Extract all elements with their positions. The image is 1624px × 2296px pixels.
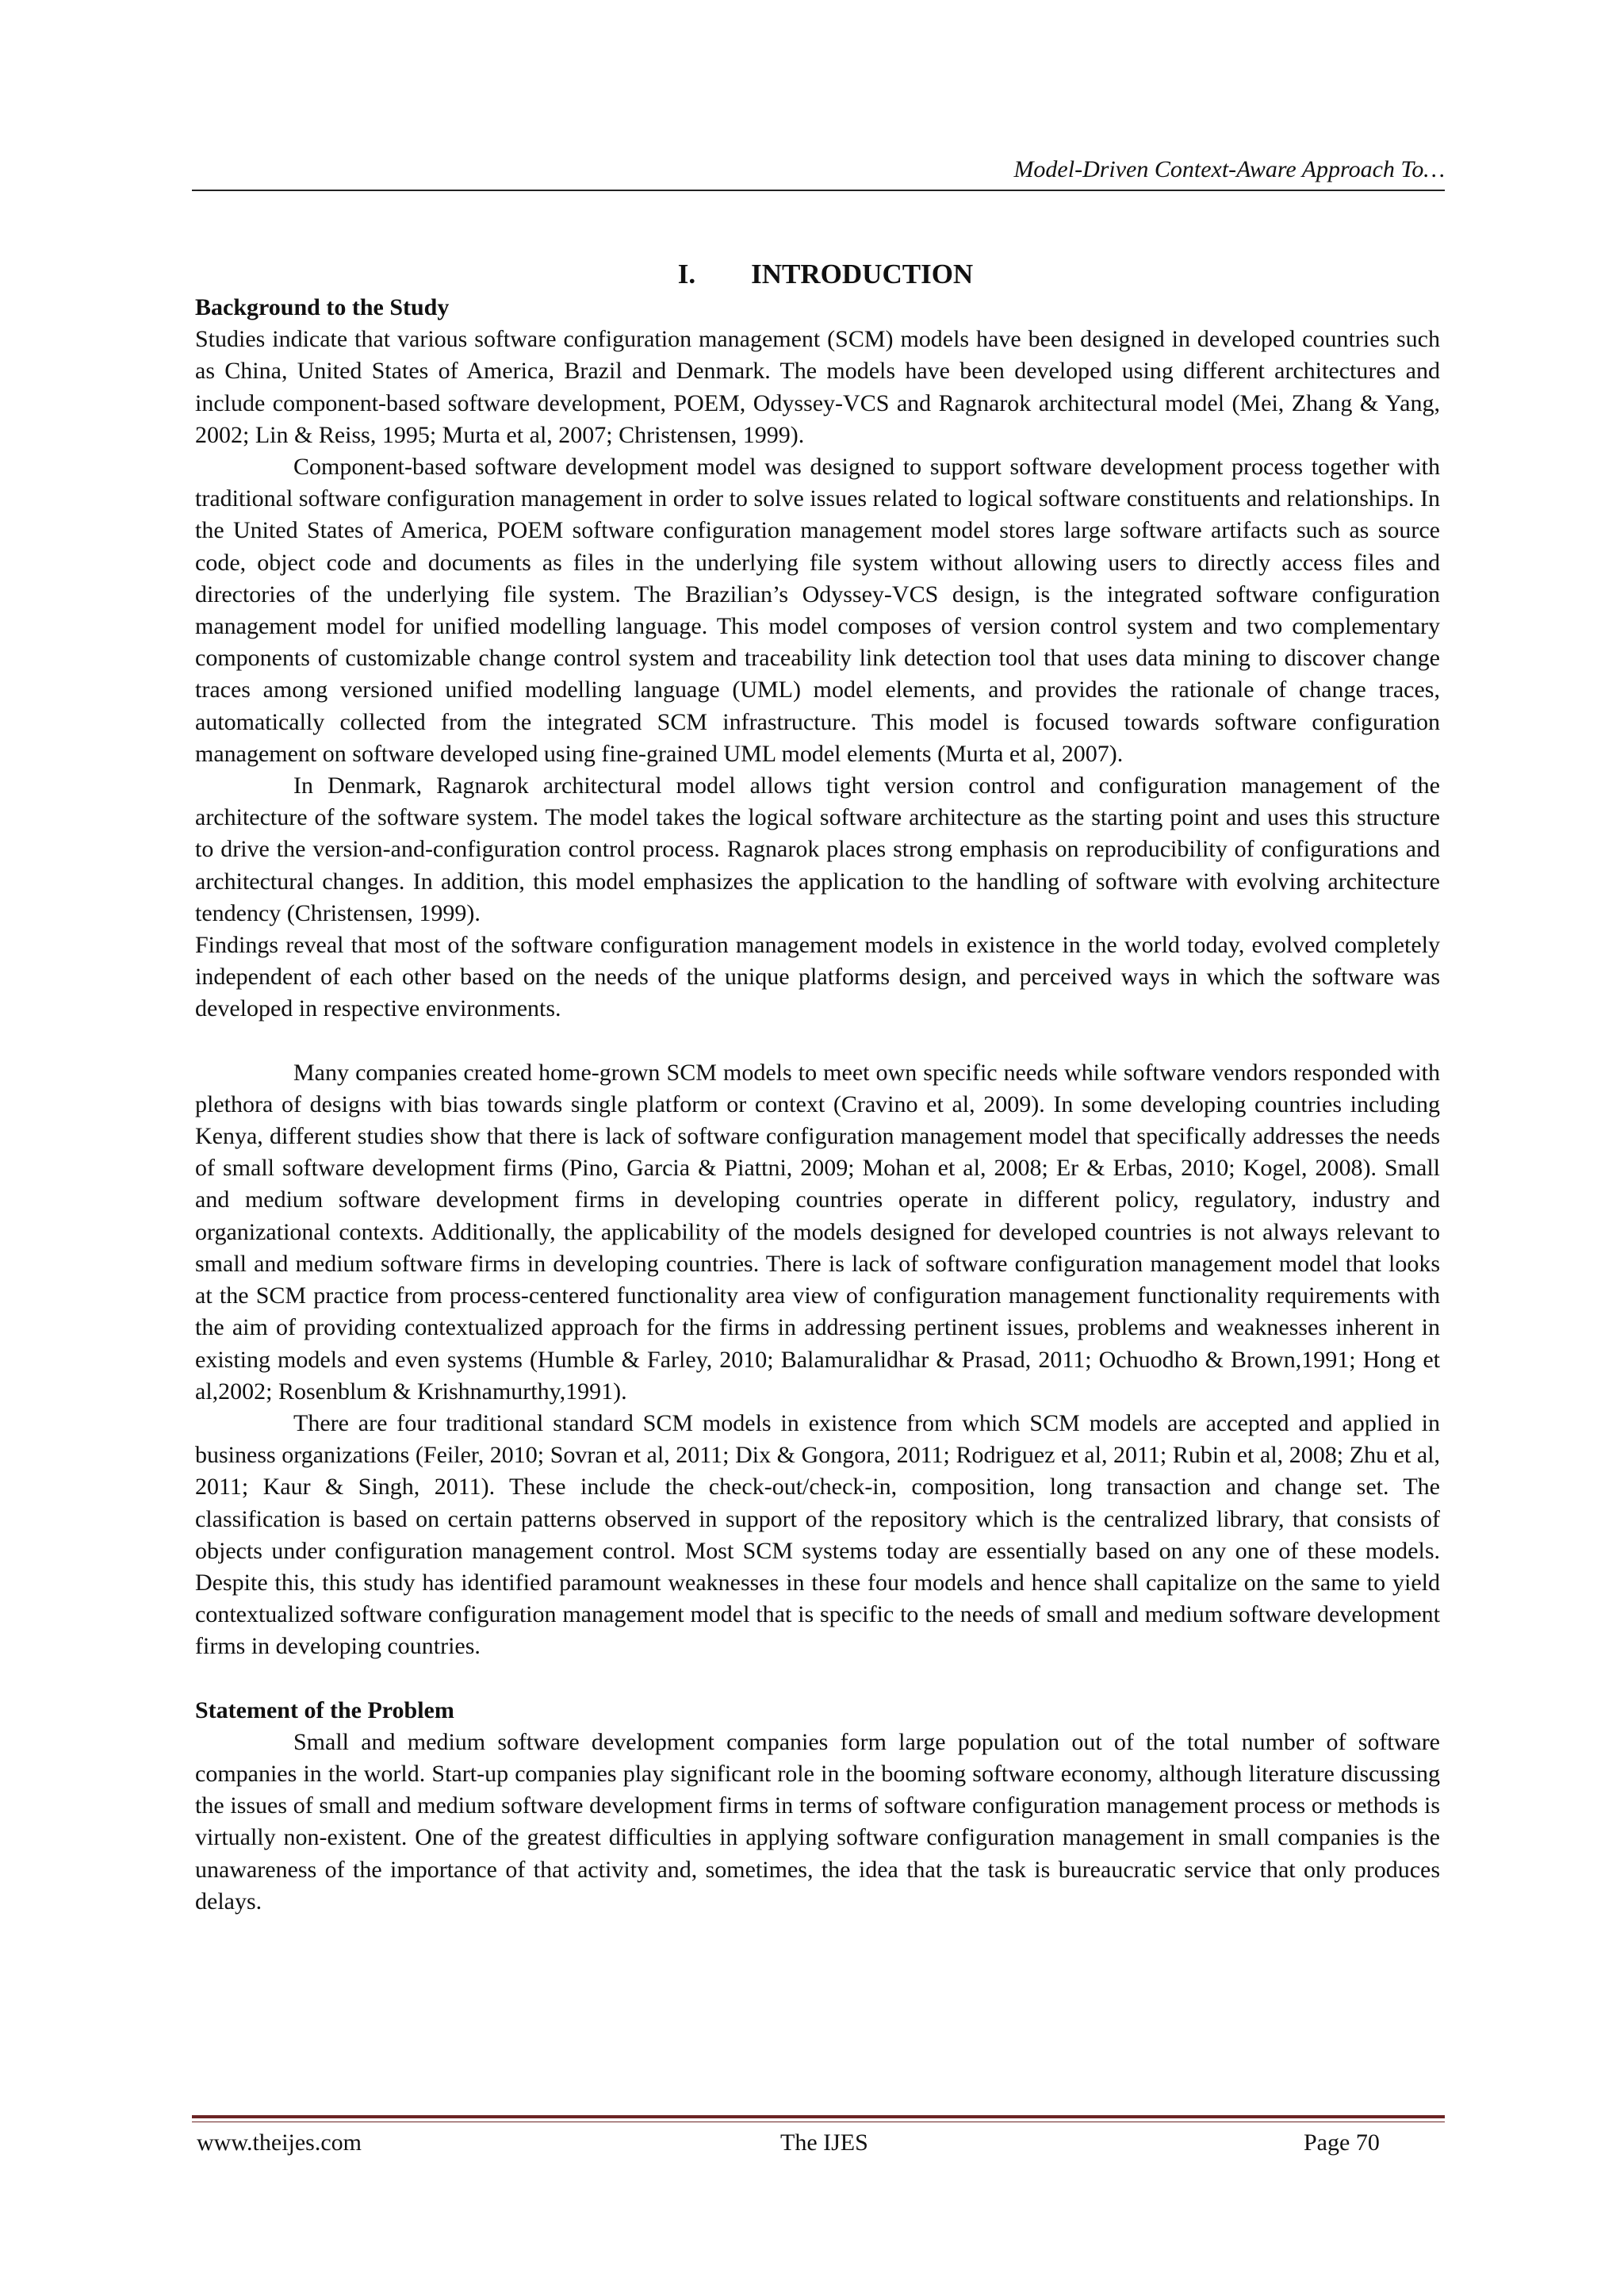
- background-paragraph-6: There are four traditional standard SCM models in existence from which SCM models are accepted and applied in business organizations (Feiler, 2010; Sovran et al, 2011; Dix & Gongora, 2011; Rodriguez et al, 2011; Rubin et al, 2008; Zhu et al, 2011; Kaur & Singh, 2011). These include the check-out/check-in, composition, long transaction and change set. The classification is based on certain patterns observed in support of the repository which is the centralized library, that consists of objects under configuration management control. Most SCM systems today are essentially based on any one of these models. Despite this, this study has identified paramount weaknesses in these four models and hence shall capitalize on the same to yield contextualized software configuration management model that is specific to the needs of small and medium software development firms in developing countries.: [195, 1409, 1440, 1660]
- paragraph-gap: [195, 1663, 1440, 1695]
- footer-rule-thick: [192, 2115, 1445, 2118]
- problem-heading: Statement of the Problem: [195, 1696, 454, 1723]
- footer-website: www.theijes.com: [197, 2129, 362, 2156]
- paragraph-gap: [195, 1025, 1440, 1057]
- background-paragraph-2: Component-based software development model was designed to support software development process together with traditional software configuration management in order to solve issues related to logical software constituents and relationships. In the United States of America, POEM software configuration management model stores large software artifacts such as source code, object code and documents as files in the underlying file system without allowing users to directly access files and directories of the underlying file system. The Brazilian’s Odyssey-VCS design, is the integrated software configuration management model for unified modelling language. This model composes of version control system and two complementary components of customizable change control system and traceability link detection tool that uses data mining to discover change traces among versioned unified modelling language (UML) model elements, and provides the rationale of change traces, automatically collected from the integrated SCM infrastructure. This model is focused towards software configuration management on software developed using fine-grained UML model elements (Murta et al, 2007).: [195, 454, 1440, 767]
- header-rule: [192, 190, 1445, 191]
- running-header: Model-Driven Context-Aware Approach To…: [1013, 156, 1445, 182]
- background-paragraph-1: Studies indicate that various software configuration management (SCM) models have been designed in developed countries such as China, United States of America, Brazil and Denmark. The models have been developed using different architectures and include component-based software development, POEM, Odyssey-VCS and Ragnarok architectural model (Mei, Zhang & Yang, 2002; Lin & Reiss, 1995; Murta et al, 2007; Christensen, 1999).: [195, 326, 1440, 448]
- footer-page-number: Page 70: [1304, 2129, 1380, 2156]
- section-title: [195, 257, 1440, 292]
- problem-paragraph: Small and medium software development companies form large population out of the total number of software companies in the world. Start-up companies play significant role in the booming software economy, although literature discussing the issues of small and medium software development firms in terms of software configuration management process or methods is virtually non-existent. One of the greatest difficulties in applying software configuration management in small companies is the unawareness of the importance of that activity and, sometimes, the idea that the task is bureaucratic service that only produces delays.: [195, 1728, 1440, 1915]
- footer-journal: The IJES: [780, 2129, 868, 2156]
- article-body: [195, 257, 1440, 1918]
- section-number: I.: [677, 259, 696, 289]
- background-paragraph-3: In Denmark, Ragnarok architectural model allows tight version control and configuration management of the architecture of the software system. The model takes the logical software architecture as the starting point and uses this structure to drive the version-and-configuration control process. Ragnarok places strong emphasis on reproducibility of configurations and architectural changes. In addition, this model emphasizes the application to the handling of software with evolving architecture tendency (Christensen, 1999).: [195, 772, 1440, 926]
- background-paragraph-5: Many companies created home-grown SCM models to meet own specific needs while software vendors responded with plethora of designs with bias towards single platform or context (Cravino et al, 2009). In some developing countries including Kenya, different studies show that there is lack of software configuration management model that specifically addresses the needs of small software development firms (Pino, Garcia & Piattni, 2009; Mohan et al, 2008; Er & Erbas, 2010; Kogel, 2008). Small and medium software development firms in developing countries operate in different policy, regulatory, industry and organizational contexts. Additionally, the applicability of the models designed for developed countries is not always relevant to small and medium software firms in developing countries. There is lack of software configuration management model that looks at the SCM practice from process-centered functionality area view of configuration management functionality requirements with the aim of providing contextualized approach for the firms in addressing pertinent issues, problems and weaknesses inherent in existing models and even systems (Humble & Farley, 2010; Balamuralidhar & Prasad, 2011; Ochuodho & Brown,1991; Hong et al,2002; Rosenblum & Krishnamurthy,1991).: [195, 1059, 1440, 1405]
- section-title-text: INTRODUCTION: [751, 259, 974, 289]
- background-paragraph-4: Findings reveal that most of the software configuration management models in existence in the world today, evolved completely independent of each other based on the needs of the unique platforms design, and perceived ways in which the software was developed in respective environments.: [195, 932, 1440, 1022]
- background-heading: Background to the Study: [195, 294, 450, 320]
